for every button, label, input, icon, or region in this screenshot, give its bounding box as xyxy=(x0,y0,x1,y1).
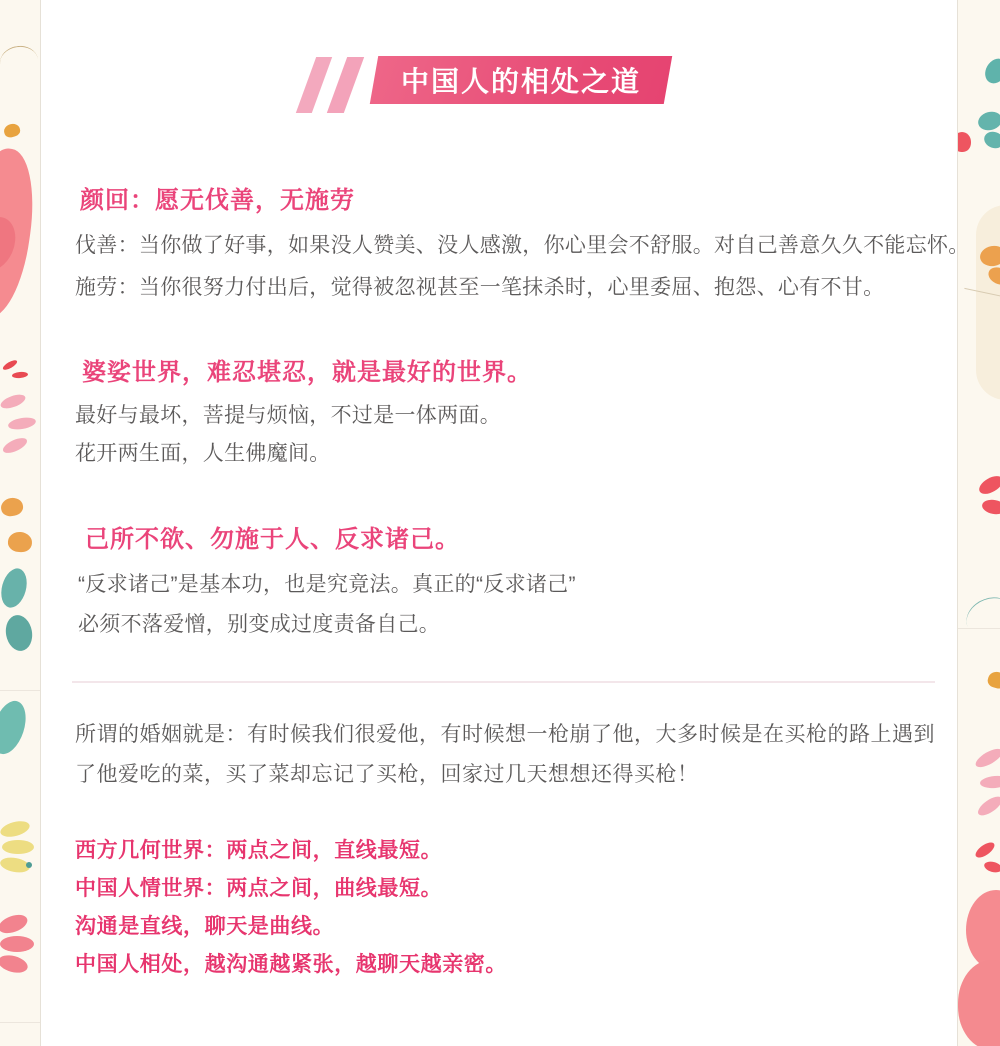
salmon-flower-decoration xyxy=(958,960,1000,1046)
red-leaf-decoration xyxy=(12,371,28,378)
teal-leaf-decoration xyxy=(0,566,31,611)
red-petal-decoration xyxy=(981,498,1000,516)
yellow-flower-decoration xyxy=(0,818,31,839)
orange-tulip-decoration xyxy=(986,670,1000,690)
pink-leaf-decoration xyxy=(7,416,36,432)
pink-leaf-decoration xyxy=(973,745,1000,770)
orange-tulip-decoration xyxy=(0,496,24,518)
red-petal-decoration xyxy=(983,860,1000,874)
red-leaf-decoration xyxy=(2,358,19,371)
red-heart-decoration xyxy=(957,132,971,152)
body-line: 最好与最坏，菩提与烦恼，不过是一体两面。 xyxy=(75,404,501,427)
teal-dot-decoration xyxy=(26,862,32,868)
pink-leaf-decoration xyxy=(1,435,29,456)
right-floral-border xyxy=(957,0,1000,1046)
section-heading: 颜回：愿无伐善，无施劳 xyxy=(80,187,355,214)
body-line: 了他爱吃的菜，买了菜却忘记了买枪，回家过几天想想还得买枪！ xyxy=(75,763,699,786)
teal-clover-decoration xyxy=(976,109,1000,133)
salmon-flower-decoration xyxy=(966,890,1000,970)
section-body xyxy=(75,225,970,309)
highlight-block xyxy=(75,832,507,984)
strip-seam xyxy=(0,1022,40,1023)
section-body xyxy=(78,565,576,645)
teal-leaf-decoration xyxy=(3,613,35,653)
highlight-line: 中国人情世界：两点之间，曲线最短。 xyxy=(75,877,443,900)
stem-decoration xyxy=(0,44,40,80)
teal-clover-decoration xyxy=(982,129,1000,151)
section-heading: 婆娑世界，难忍堪忍，就是最好的世界。 xyxy=(82,359,532,386)
body-line: 所谓的婚姻就是：有时候我们很爱他，有时候想一枪崩了他，大多时候是在买枪的路上遇到 xyxy=(75,723,935,746)
pink-leaf-decoration xyxy=(980,775,1000,790)
teal-stem-decoration xyxy=(960,591,1000,647)
section-body xyxy=(75,397,501,473)
body-line: 必须不落爱憎，别变成过度责备自己。 xyxy=(78,613,441,636)
highlight-line: 西方几何世界：两点之间，直线最短。 xyxy=(75,839,443,862)
body-line: “反求诸己”是基本功，也是究竟法。真正的“反求诸己” xyxy=(78,573,576,596)
pink-leaf-decoration xyxy=(0,392,27,411)
teal-leaf-decoration xyxy=(0,697,32,759)
banner-slash-icon xyxy=(296,57,332,113)
section-divider xyxy=(72,681,935,683)
yellow-flower-decoration xyxy=(2,840,34,854)
section-heading: 己所不欲、勿施于人、反求诸己。 xyxy=(85,526,460,553)
orange-leaf-decoration xyxy=(3,122,22,139)
coral-flower-decoration xyxy=(0,952,30,975)
strip-seam xyxy=(958,628,1000,629)
page-title: 中国人的相处之道 xyxy=(400,66,641,97)
body-line: 施劳：当你很努力付出后，觉得被忽视甚至一笔抹杀时，心里委屈、抱怨、心有不甘。 xyxy=(75,276,885,299)
banner-box xyxy=(370,56,672,104)
banner-slash-icon xyxy=(327,57,364,113)
highlight-line: 中国人相处，越沟通越紧张，越聊天越亲密。 xyxy=(75,953,507,976)
coral-flower-decoration xyxy=(0,936,34,952)
highlight-line: 沟通是直线，聊天是曲线。 xyxy=(75,915,335,938)
tan-background-decoration xyxy=(976,205,1000,400)
body-line: 伐善：当你做了好事，如果没人赞美、没人感激，你心里会不舒服。对自己善意久久不能忘怀。 xyxy=(75,234,970,257)
orange-tulip-decoration xyxy=(7,531,33,553)
coral-flower-decoration xyxy=(0,911,30,936)
red-petal-decoration xyxy=(976,472,1000,497)
body-line: 花开两生面，人生佛魔间。 xyxy=(75,442,331,465)
marriage-paragraph xyxy=(75,715,935,795)
strip-seam xyxy=(0,690,40,691)
left-floral-border xyxy=(0,0,41,1046)
teal-leaf-decoration xyxy=(981,55,1000,88)
red-petal-decoration xyxy=(973,840,997,861)
pink-leaf-decoration xyxy=(975,793,1000,819)
